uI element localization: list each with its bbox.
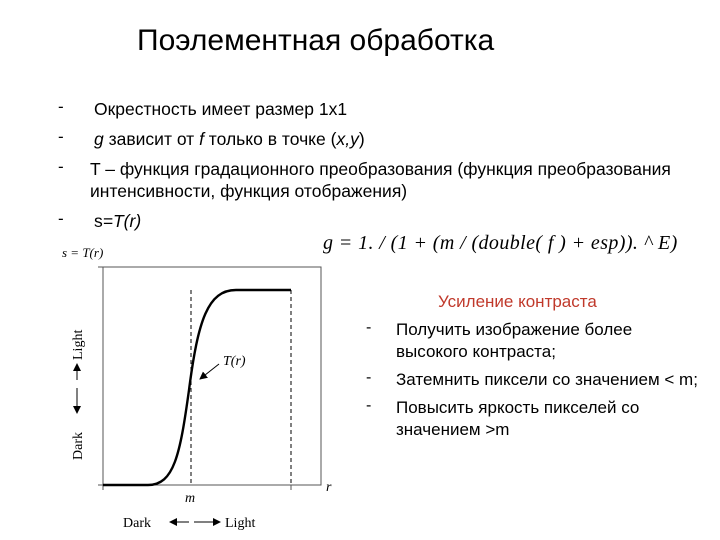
contrast-item	[360, 369, 700, 391]
bullet-item	[58, 210, 678, 232]
contrast-section	[360, 292, 700, 447]
formula: g = 1. / (1 + (m / (double( f ) + esp)). ^ E)	[323, 232, 678, 254]
m-label: m	[185, 491, 196, 506]
contrast-title: Усиление контраста	[438, 292, 597, 311]
curve-label: T(r)	[223, 354, 246, 369]
x-label-dark: Dark	[123, 516, 151, 531]
contrast-item	[360, 397, 700, 441]
bullet-text-run: g	[94, 129, 104, 149]
bullet-text-run: зависит от	[103, 129, 200, 149]
transfer-function-figure	[56, 240, 346, 534]
bullet-list	[58, 98, 678, 240]
bullet-text	[90, 98, 347, 120]
bullet-text-run: только в точке (	[203, 129, 337, 149]
bullet-text-run: f	[199, 129, 204, 149]
y-label-dark: Dark	[71, 432, 86, 460]
bullet-marker: -	[58, 127, 64, 146]
bullet-text-run: )	[358, 129, 365, 149]
transfer-curve	[103, 290, 291, 485]
bullet-marker: -	[366, 397, 372, 414]
x-label-light: Light	[225, 516, 256, 531]
bullet-item	[58, 158, 678, 202]
bullet-marker: -	[58, 97, 64, 116]
bullet-text	[90, 210, 141, 232]
bullet-text	[90, 128, 365, 150]
axis-ticks	[98, 267, 291, 490]
bullet-marker: -	[58, 157, 64, 176]
bullet-marker: -	[366, 369, 372, 386]
slide-title: Поэлементная обработка	[137, 24, 495, 57]
bullet-text-run: T – функция градационного преобразования (функция преобразования интенсивности, функция отображения)	[90, 159, 671, 201]
y-label-light: Light	[71, 329, 86, 360]
bullet-item	[58, 98, 678, 120]
curve-label-arrow	[200, 364, 219, 379]
bullet-marker: -	[366, 319, 372, 336]
x-axis-variable: r	[326, 480, 332, 495]
contrast-item-text: Получить изображение более высокого контраста;	[396, 320, 633, 361]
bullet-marker: -	[58, 209, 64, 228]
bullet-text-run: Окрестность имеет размер 1х1	[94, 99, 348, 119]
contrast-item	[360, 319, 700, 363]
bullet-text-run: x,y	[336, 129, 359, 149]
bullet-text-run: =T(r)	[102, 211, 142, 231]
plot-frame	[103, 267, 321, 485]
bullet-item	[58, 128, 678, 150]
bullet-text-run: s	[94, 211, 103, 231]
bullet-text	[90, 158, 678, 202]
figure-top-label: s = T(r)	[62, 245, 104, 260]
contrast-item-text: Затемнить пиксели со значением < m;	[396, 370, 698, 389]
contrast-item-text: Повысить яркость пикселей со значением >m	[396, 398, 640, 439]
